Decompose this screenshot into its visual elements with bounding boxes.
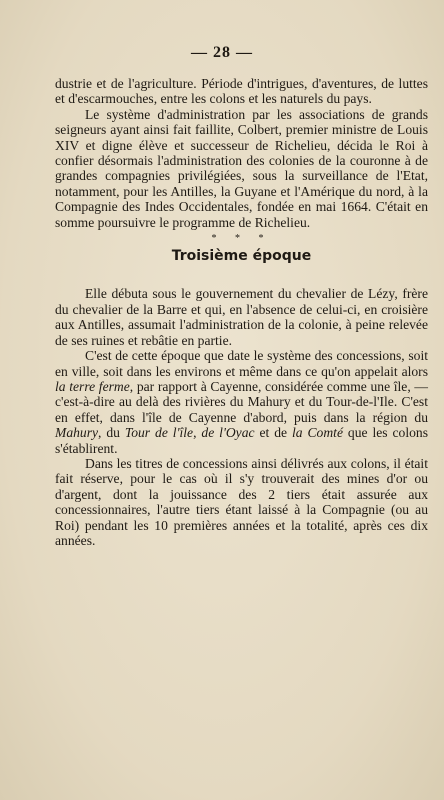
section-title: Troisième époque	[171, 248, 312, 265]
paragraph-3: Elle débuta sous le gouvernement du chevalier de Lézy, frère du chevalier de la Barre et qui, en l'absence de celui-ci, en croisière aux Antilles, assumait l'administration de la colonie, à peine relevée de ses ruines et rebâtie en partie.	[55, 286, 428, 348]
paragraph-2: Le système d'administration par les associations de grands seigneurs ayant ainsi fait faillite, Colbert, premier ministre de Louis XIV et digne élève et successeur de Richelieu, décida le Roi à confier désormais l'administration des colonies de la couronne à de grandes compagnies privilégiées, sous la surveillance de l'Etat, notamment, pour les Antilles, la Guyane et l'Amérique du nord, à la Compagnie des Indes Occidentales, fondée en mai 1664. C'était en somme poursuivre le programme de Richelieu.	[55, 106, 428, 230]
page-number: — 28 —	[191, 44, 253, 61]
paragraph-4	[55, 348, 428, 456]
section-separator: * * *	[211, 233, 272, 245]
p4-text-e: et de	[254, 425, 292, 441]
body-text	[55, 76, 428, 548]
p4-italic-terre-ferme: la terre ferme	[55, 378, 130, 394]
p4-text-f: que les colons s'établirent.	[55, 425, 428, 456]
paragraph-1: dustrie et de l'agriculture. Période d'intrigues, d'aventures, de luttes et d'escarmouches, entre les colons et les naturels du pays.	[55, 76, 428, 107]
paragraph-5: Dans les titres de concessions ainsi délivrés aux colons, il était fait réserve, pour le cas où il s'y trouverait des mines d'or ou d'argent, dont la jouissance des 2 tiers était assurée aux concessionnaires, l'autre tiers étant laissé à la Compagnie (ou au Roi) pendant les 10 premières années et la totalité, après ces dix années.	[55, 455, 428, 548]
p4-italic-tour-ile: Tour de l'île	[124, 425, 194, 441]
p4-text-c: , du	[98, 425, 125, 441]
p4-text-b: , par rapport à Cayenne, considérée comme une île, — c'est-à-dire au delà des rivières du Mahury et du Tour-de-l'Ile. C'est en effet, dans l'île de Cayenne d'abord, puis dans la région du	[55, 378, 428, 425]
p4-text-d: ,	[193, 425, 202, 441]
p4-italic-mahury: Mahury	[55, 425, 99, 441]
p4-text-a: C'est de cette époque que date le système des concessions, soit en ville, soit dans les environs et même dans ce qu'on appelait alors	[55, 348, 428, 379]
p4-italic-comte: la Comté	[291, 425, 343, 441]
p4-italic-oyac: de l'Oyac	[201, 425, 255, 441]
